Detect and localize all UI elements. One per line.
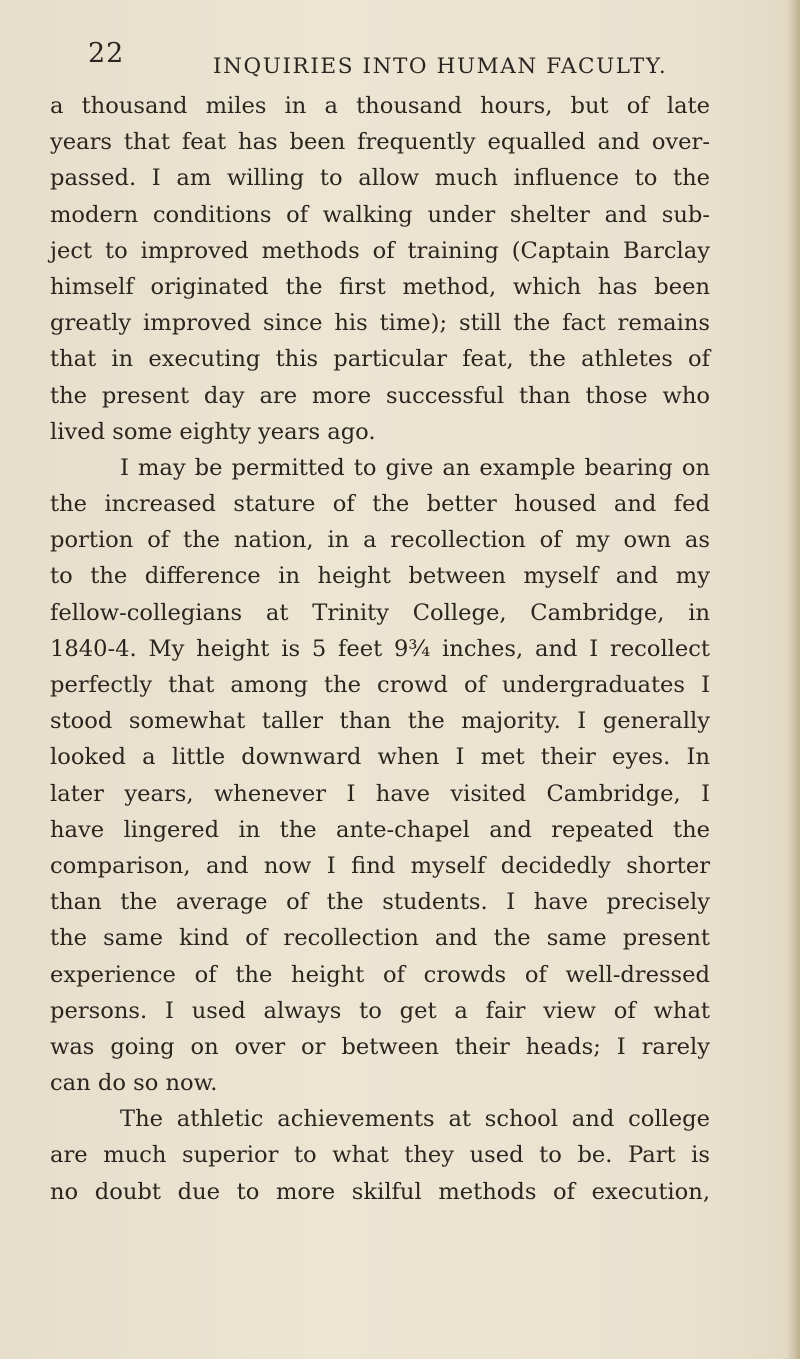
text-line: the present day are more successful than those who [50,382,710,409]
text-line: persons. I used always to get a fair view of what [50,997,710,1024]
text-line: comparison, and now I find myself decidedly shorter [50,852,710,879]
body-text [50,88,710,1210]
text-line: perfectly that among the crowd of undergraduates I [50,672,710,698]
paragraph-3 [50,1101,710,1210]
text-line: ject to improved methods of training (Captain Barclay [50,237,710,264]
text-line: fellow-collegians at Trinity College, Cambridge, in [50,599,710,626]
text-line: the same kind of recollection and the same present [50,925,710,952]
page-header [0,38,800,88]
text-line: The athletic achievements at school and college [120,1106,710,1133]
text-line: have lingered in the ante-chapel and repeated the [50,816,710,843]
text-line: was going on over or between their heads; I rarely [50,1033,710,1060]
page-edge-shadow [786,0,800,1359]
text-line: experience of the height of crowds of well-dressed [50,961,710,988]
text-line: looked a little downward when I met their eyes. In [50,744,710,771]
text-line: no doubt due to more skilful methods of execution, [50,1178,710,1205]
text-line: years that feat has been frequently equalled and over- [50,129,710,156]
text-line: a thousand miles in a thousand hours, but of late [50,93,710,119]
text-line: modern conditions of walking under shelter and sub- [50,201,710,228]
running-head: INQUIRIES INTO HUMAN FACULTY. [213,54,668,79]
text-line: lived some eighty years ago. [50,418,376,445]
text-line: portion of the nation, in a recollection of my own as [50,527,710,554]
text-line: I may be permitted to give an example bearing on [120,454,710,481]
text-line: greatly improved since his time); still the fact remains [50,310,710,337]
paragraph-1 [50,88,710,450]
page-number: 22 [88,38,125,69]
text-line: himself originated the first method, which has been [50,273,710,300]
paragraph-2 [50,450,710,1101]
text-line: 1840-4. My height is 5 feet 9¾ inches, and I recollect [50,635,710,662]
text-line: are much superior to what they used to be. Part is [50,1142,710,1169]
text-line: that in executing this particular feat, the athletes of [50,346,710,373]
text-line: the increased stature of the better housed and fed [50,491,710,518]
text-line: later years, whenever I have visited Cambridge, I [50,780,710,807]
text-line: stood somewhat taller than the majority. I generally [50,708,710,735]
text-line: can do so now. [50,1070,218,1097]
text-line: to the difference in height between myself and my [50,563,710,590]
text-line: passed. I am willing to allow much influence to the [50,165,710,192]
text-line: than the average of the students. I have precisely [50,889,710,916]
